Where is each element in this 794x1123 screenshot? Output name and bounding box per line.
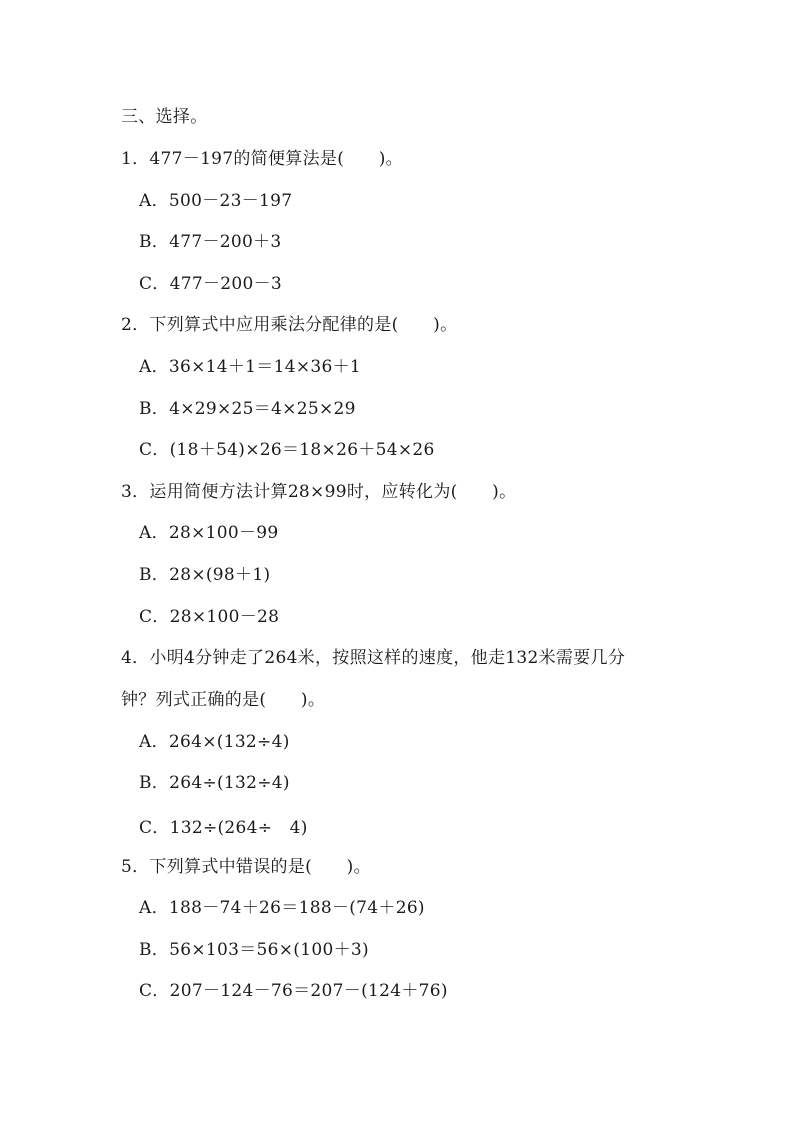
question-1-option-c: C．477－200－3 — [139, 274, 283, 294]
question-2-text: 2．下列算式中应用乘法分配律的是( )。 — [121, 315, 458, 335]
question-5-option-c: C．207－124－76＝207－(124＋76) — [139, 981, 448, 1001]
question-4-text: 4．小明4分钟走了264米，按照这样的速度，他走132米需要几分 — [121, 648, 626, 668]
question-2-option-b: B．4×29×25＝4×25×29 — [139, 399, 356, 419]
question-4-text-continued: 钟？列式正确的是( )。 — [121, 690, 326, 710]
question-3-option-a: A．28×100－99 — [139, 523, 279, 543]
question-1-text: 1．477－197的简便算法是( )。 — [121, 149, 403, 169]
question-3-text: 3．运用简便方法计算28×99时，应转化为( )。 — [121, 482, 517, 502]
question-4-option-c: C．132÷(264÷ 4) — [139, 818, 308, 838]
question-3-option-b: B．28×(98＋1) — [139, 565, 271, 585]
question-3-option-c: C．28×100－28 — [139, 607, 280, 627]
question-5-option-b: B．56×103＝56×(100＋3) — [139, 940, 369, 960]
question-5-option-a: A．188－74＋26＝188－(74＋26) — [139, 898, 425, 918]
question-1-option-a: A．500－23－197 — [139, 191, 293, 211]
question-2-option-a: A．36×14＋1＝14×36＋1 — [139, 357, 362, 377]
question-4-option-b: B．264÷(132÷4) — [139, 773, 290, 793]
question-1-option-b: B．477－200＋3 — [139, 232, 282, 252]
question-2-option-c: C．(18＋54)×26＝18×26＋54×26 — [139, 440, 435, 460]
section-title: 三、选择。 — [121, 107, 208, 127]
question-5-text: 5．下列算式中错误的是( )。 — [121, 857, 371, 877]
question-4-option-a: A．264×(132÷4) — [139, 732, 290, 752]
